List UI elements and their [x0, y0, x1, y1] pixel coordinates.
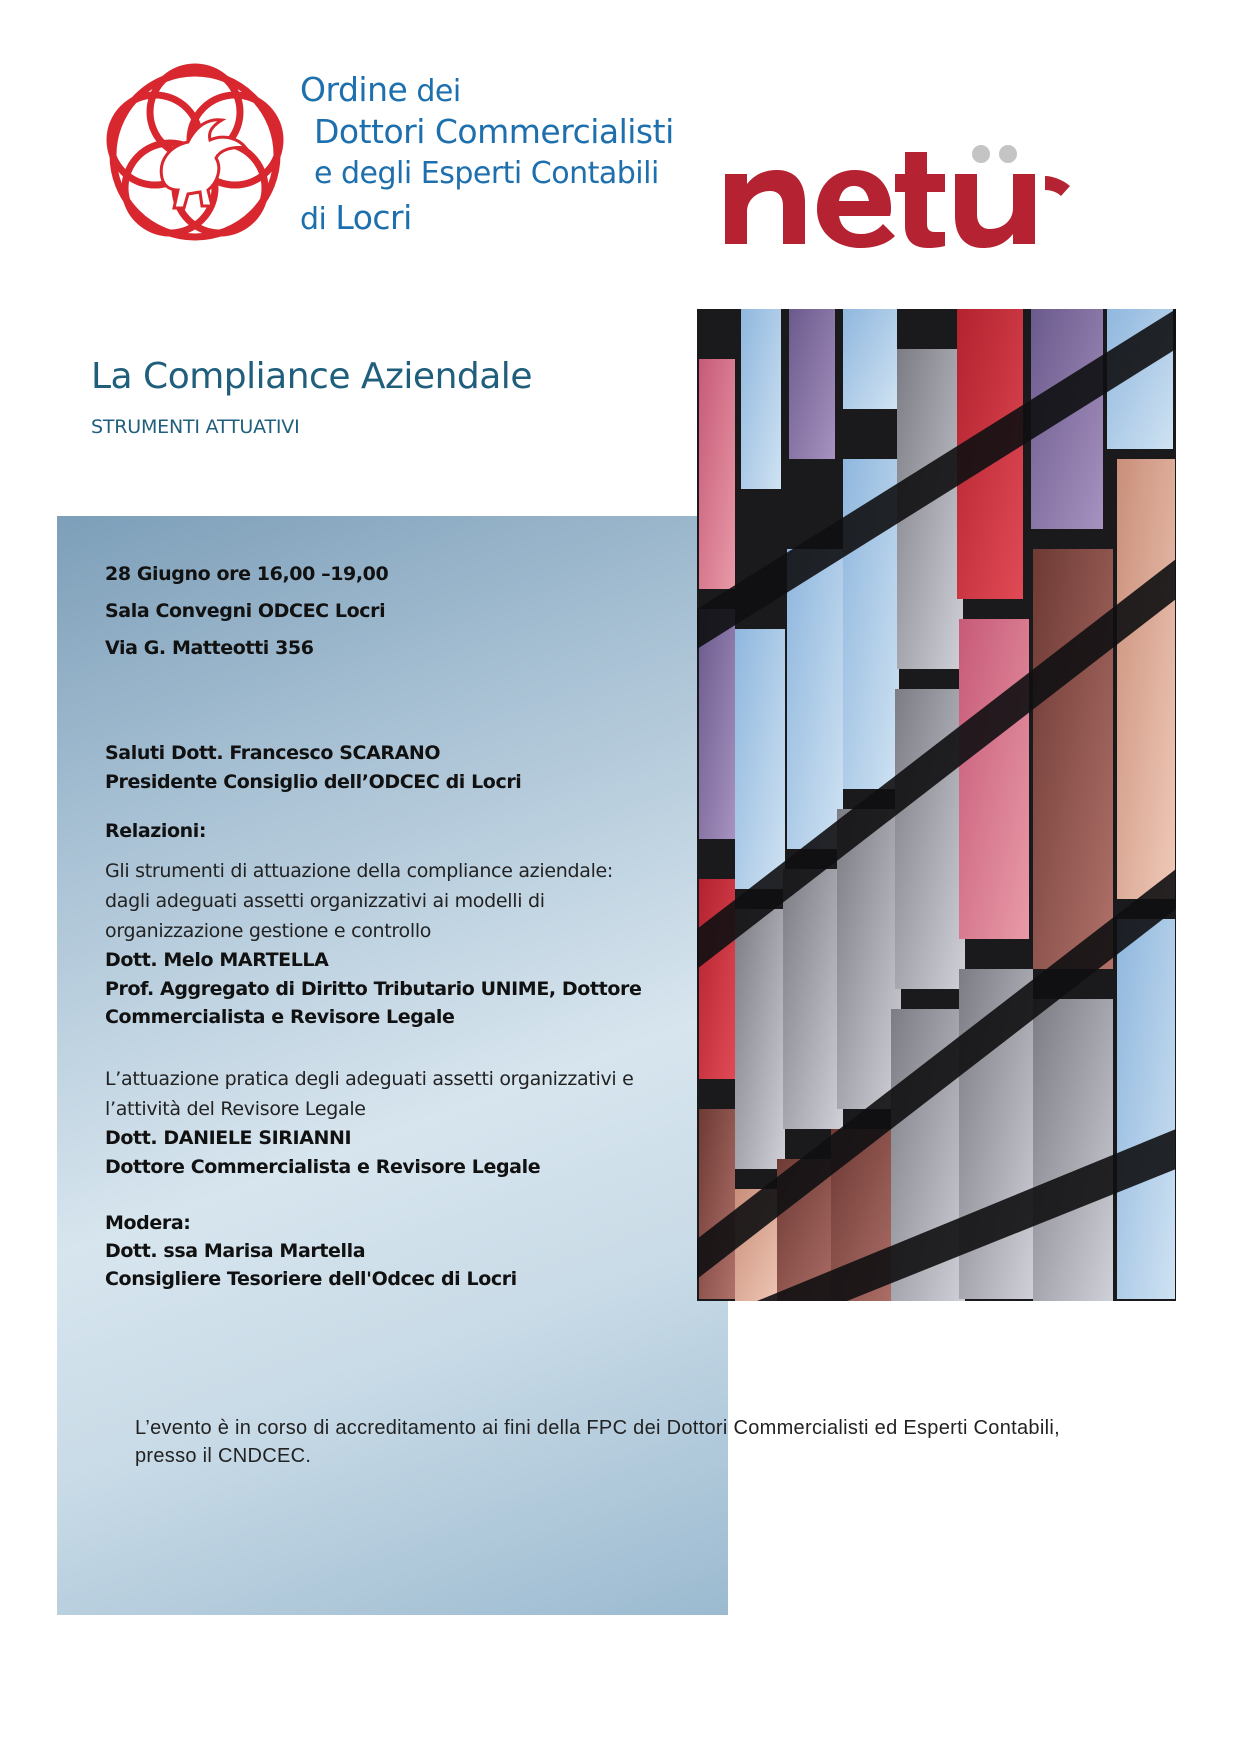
event-address: Via G. Matteotti 356	[105, 637, 314, 659]
building-facade-photo	[697, 309, 1176, 1301]
talk1-role-line: Commercialista e Revisore Legale	[105, 1006, 455, 1028]
talk2-role: Dottore Commercialista e Revisore Legale	[105, 1156, 541, 1178]
talk2-title-line: l’attività del Revisore Legale	[105, 1098, 366, 1120]
event-venue: Sala Convegni ODCEC Locri	[105, 600, 386, 622]
moderator-name: Dott. ssa Marisa Martella	[105, 1240, 366, 1262]
org-name-line-1: Ordine dei	[300, 70, 461, 109]
netus-logo	[725, 140, 1070, 260]
relazioni-heading: Relazioni:	[105, 820, 207, 842]
moderator-role: Consigliere Tesoriere dell'Odcec di Locri	[105, 1268, 517, 1290]
org-name-line-4: di Locri	[300, 198, 412, 237]
org-name-line-2: Dottori Commercialisti	[314, 112, 674, 151]
talk1-title-line: Gli strumenti di attuazione della compliance aziendale:	[105, 860, 614, 882]
talk2-title-line: L’attuazione pratica degli adeguati assetti organizzativi e	[105, 1068, 634, 1090]
page-subtitle: STRUMENTI ATTUATIVI	[91, 416, 300, 438]
accreditation-note: L’evento è in corso di accreditamento ai fini della FPC dei Dottori Commercialisti ed Esperti Contabili, presso il CNDCEC.	[135, 1417, 1060, 1467]
page-title: La Compliance Aziendale	[91, 356, 532, 397]
event-date-time: 28 Giugno ore 16,00 –19,00	[105, 563, 389, 585]
talk2-speaker: Dott. DANIELE SIRIANNI	[105, 1127, 352, 1149]
odcec-logo	[100, 60, 290, 250]
greetings-role: Presidente Consiglio dell’ODCEC di Locri	[105, 771, 522, 793]
org-name-line-3: e degli Esperti Contabili	[314, 156, 659, 191]
moderator-heading: Modera:	[105, 1212, 191, 1234]
talk1-role-line: Prof. Aggregato di Diritto Tributario UNIME, Dottore	[105, 978, 642, 1000]
talk1-speaker: Dott. Melo MARTELLA	[105, 949, 329, 971]
greetings-name: Saluti Dott. Francesco SCARANO	[105, 742, 441, 764]
talk1-title-line: organizzazione gestione e controllo	[105, 920, 432, 942]
talk1-title-line: dagli adeguati assetti organizzativi ai modelli di	[105, 890, 545, 912]
